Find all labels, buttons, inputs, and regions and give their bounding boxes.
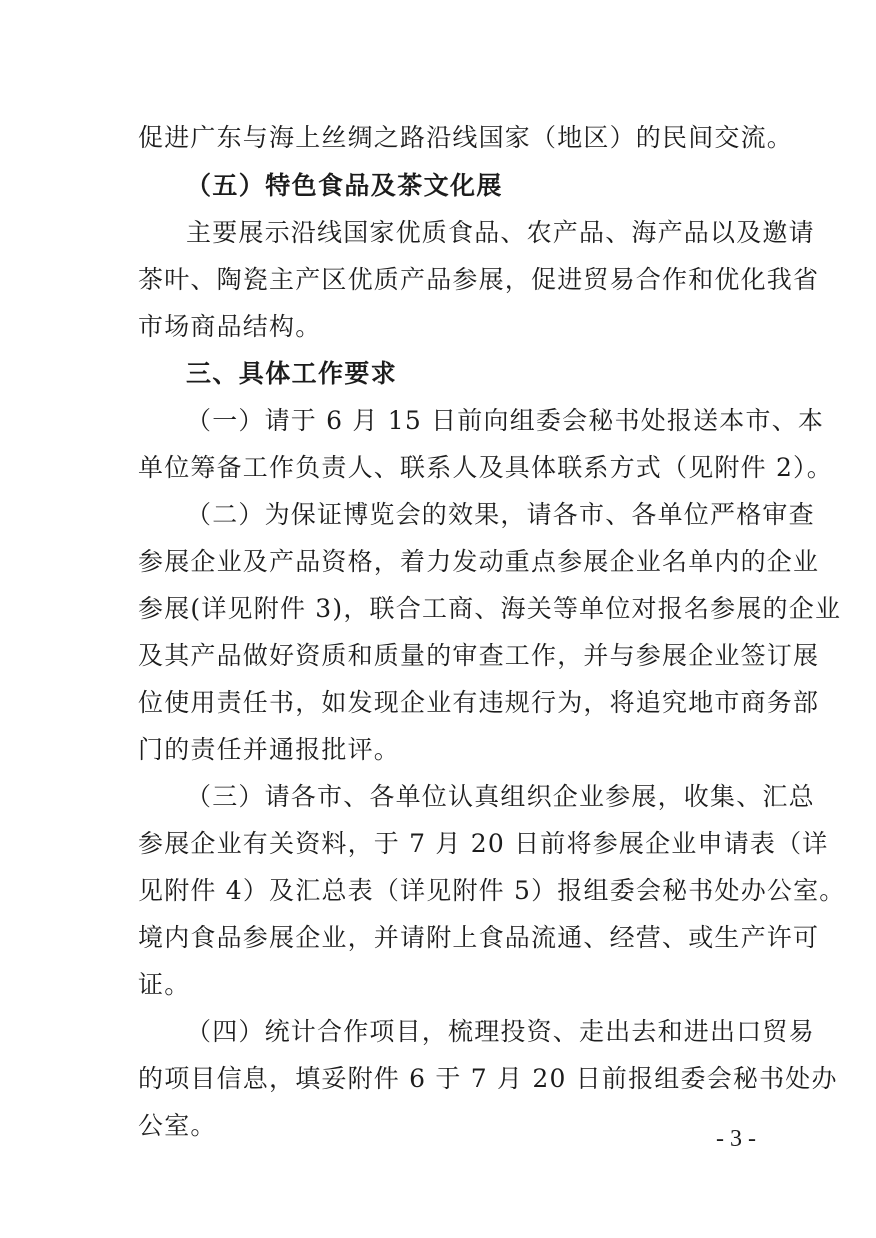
page-number: - 3 - [716, 1126, 756, 1152]
paragraph-line: 门的责任并通报批评。 [138, 735, 401, 764]
paragraph-line: （三）请各市、各单位认真组织企业参展，收集、汇总 [186, 782, 815, 811]
paragraph-continuation-line: 促进广东与海上丝绸之路沿线国家（地区）的民间交流。 [138, 123, 794, 152]
paragraph-line: （二）为保证博览会的效果，请各市、各单位严格审查 [186, 500, 815, 529]
paragraph-line: 单位筹备工作负责人、联系人及具体联系方式（见附件 2）。 [138, 453, 833, 482]
paragraph-line: 参展企业及产品资格，着力发动重点参展企业名单内的企业 [138, 547, 820, 576]
paragraph-line: 及其产品做好资质和质量的审查工作，并与参展企业签订展 [138, 641, 820, 670]
paragraph-line: 参展(详见附件 3)，联合工商、海关等单位对报名参展的企业 [138, 594, 842, 623]
paragraph-line: 茶叶、陶瓷主产区优质产品参展，促进贸易合作和优化我省 [138, 265, 820, 294]
section-heading-five: （五）特色食品及茶文化展 [186, 171, 503, 200]
paragraph-line: 的项目信息，填妥附件 6 于 7 月 20 日前报组委会秘书处办 [138, 1064, 838, 1093]
paragraph-line: 参展企业有关资料，于 7 月 20 日前将参展企业申请表（详 [138, 829, 829, 858]
paragraph-line: （一）请于 6 月 15 日前向组委会秘书处报送本市、本 [186, 406, 825, 435]
section-heading-three: 三、具体工作要求 [186, 359, 398, 388]
paragraph-line: 见附件 4）及汇总表（详见附件 5）报组委会秘书处办公室。 [138, 876, 846, 905]
paragraph-line: 市场商品结构。 [138, 312, 322, 341]
paragraph-line: 境内食品参展企业，并请附上食品流通、经营、或生产许可 [138, 923, 820, 952]
paragraph-line: 公室。 [138, 1111, 217, 1140]
paragraph-line: 证。 [138, 970, 191, 999]
paragraph-line: （四）统计合作项目，梳理投资、走出去和进出口贸易 [186, 1017, 815, 1046]
paragraph-line: 主要展示沿线国家优质食品、农产品、海产品以及邀请 [186, 218, 815, 247]
paragraph-line: 位使用责任书，如发现企业有违规行为，将追究地市商务部 [138, 688, 820, 717]
